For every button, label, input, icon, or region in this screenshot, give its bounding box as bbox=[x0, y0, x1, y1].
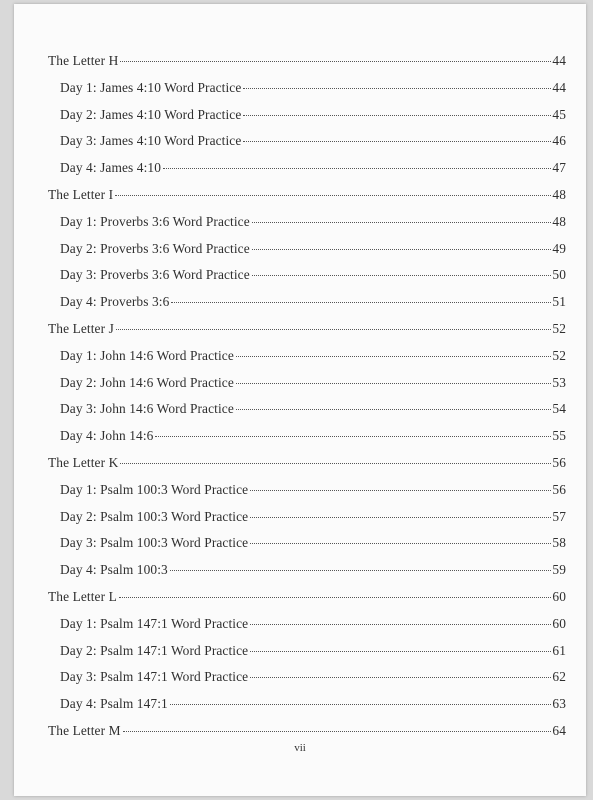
toc-section-entry bbox=[48, 321, 566, 348]
toc-page-number: 44 bbox=[552, 79, 566, 95]
toc-entry-label: The Letter H bbox=[48, 53, 119, 68]
toc-page-number: 57 bbox=[552, 508, 566, 524]
toc-entry-label: Day 4: Psalm 100:3 bbox=[60, 562, 168, 578]
dot-leader bbox=[120, 61, 551, 62]
toc-entry-label: Day 3: Proverbs 3:6 Word Practice bbox=[60, 267, 250, 283]
dot-leader bbox=[236, 383, 552, 384]
dot-leader bbox=[243, 88, 551, 89]
toc-entry-label: The Letter M bbox=[48, 722, 121, 738]
toc-subentry bbox=[48, 80, 566, 107]
toc-section-entry bbox=[48, 589, 566, 616]
toc-section-entry bbox=[48, 53, 566, 80]
toc-page-number: 50 bbox=[552, 267, 566, 283]
toc-page-number: 52 bbox=[552, 347, 566, 363]
dot-leader bbox=[236, 356, 552, 357]
toc-entry-label: Day 2: John 14:6 Word Practice bbox=[60, 374, 234, 390]
table-of-contents bbox=[48, 53, 566, 750]
toc-entry-label: Day 2: James 4:10 Word Practice bbox=[60, 106, 242, 122]
toc-entry-label: Day 2: Psalm 147:1 Word Practice bbox=[60, 642, 249, 658]
toc-entry-label: The Letter J bbox=[48, 320, 114, 336]
toc-page-number: 63 bbox=[552, 696, 566, 712]
toc-subentry bbox=[48, 375, 566, 402]
toc-entry-label: Day 2: Proverbs 3:6 Word Practice bbox=[60, 240, 250, 256]
toc-page-number: 56 bbox=[552, 454, 566, 470]
toc-subentry bbox=[48, 669, 566, 696]
toc-subentry bbox=[48, 616, 566, 643]
toc-page-number: 64 bbox=[552, 722, 566, 738]
toc-subentry bbox=[48, 267, 566, 294]
toc-page-number: 54 bbox=[552, 401, 566, 417]
dot-leader bbox=[116, 329, 552, 330]
dot-leader bbox=[163, 168, 551, 169]
toc-entry-label: Day 3: John 14:6 Word Practice bbox=[60, 401, 234, 417]
dot-leader bbox=[119, 597, 552, 598]
page-folio: vii bbox=[294, 742, 306, 754]
toc-page-number: 48 bbox=[552, 186, 566, 202]
toc-page-number: 52 bbox=[552, 320, 566, 336]
toc-page-number: 60 bbox=[552, 615, 566, 631]
dot-leader bbox=[250, 490, 551, 491]
toc-page-number: 61 bbox=[552, 642, 566, 658]
toc-entry-label: Day 2: Psalm 100:3 Word Practice bbox=[60, 508, 249, 524]
toc-page-number: 56 bbox=[552, 481, 566, 497]
toc-subentry bbox=[48, 562, 566, 589]
toc-entry-label: Day 1: Psalm 147:1 Word Practice bbox=[60, 615, 249, 631]
toc-subentry bbox=[48, 643, 566, 670]
toc-entry-label: Day 4: John 14:6 bbox=[60, 428, 154, 444]
dot-leader bbox=[252, 249, 552, 250]
dot-leader bbox=[170, 704, 552, 705]
toc-subentry bbox=[48, 535, 566, 562]
toc-entry-label: The Letter L bbox=[48, 588, 117, 604]
toc-entry-label: Day 4: Psalm 147:1 bbox=[60, 696, 168, 712]
toc-page-number: 59 bbox=[552, 562, 566, 578]
toc-page-number: 53 bbox=[552, 374, 566, 390]
document-page bbox=[14, 4, 586, 796]
toc-entry-label: Day 3: James 4:10 Word Practice bbox=[60, 133, 242, 149]
toc-subentry bbox=[48, 401, 566, 428]
toc-subentry bbox=[48, 348, 566, 375]
toc-entry-label: The Letter K bbox=[48, 454, 119, 470]
dot-leader bbox=[250, 624, 551, 625]
toc-entry-label: Day 3: Psalm 100:3 Word Practice bbox=[60, 535, 249, 551]
toc-subentry bbox=[48, 428, 566, 455]
toc-page-number: 49 bbox=[552, 240, 566, 256]
dot-leader bbox=[123, 731, 552, 732]
toc-subentry bbox=[48, 107, 566, 134]
toc-page-number: 44 bbox=[552, 53, 566, 68]
dot-leader bbox=[120, 463, 551, 464]
toc-page-number: 51 bbox=[552, 294, 566, 310]
toc-subentry bbox=[48, 160, 566, 187]
dot-leader bbox=[115, 195, 551, 196]
toc-page-number: 60 bbox=[552, 588, 566, 604]
dot-leader bbox=[250, 651, 551, 652]
dot-leader bbox=[250, 517, 551, 518]
toc-section-entry bbox=[48, 455, 566, 482]
dot-leader bbox=[250, 677, 551, 678]
toc-entry-label: Day 4: James 4:10 bbox=[60, 160, 161, 176]
toc-entry-label: Day 1: James 4:10 Word Practice bbox=[60, 79, 242, 95]
toc-page-number: 45 bbox=[552, 106, 566, 122]
toc-subentry bbox=[48, 133, 566, 160]
toc-page-number: 55 bbox=[552, 428, 566, 444]
dot-leader bbox=[243, 115, 551, 116]
toc-subentry bbox=[48, 482, 566, 509]
dot-leader bbox=[236, 409, 552, 410]
toc-entry-label: Day 1: Proverbs 3:6 Word Practice bbox=[60, 213, 250, 229]
dot-leader bbox=[252, 275, 552, 276]
toc-page-number: 47 bbox=[552, 160, 566, 176]
toc-page-number: 58 bbox=[552, 535, 566, 551]
dot-leader bbox=[250, 543, 551, 544]
toc-page-number: 62 bbox=[552, 669, 566, 685]
dot-leader bbox=[170, 570, 552, 571]
toc-entry-label: The Letter I bbox=[48, 186, 114, 202]
toc-entry-label: Day 3: Psalm 147:1 Word Practice bbox=[60, 669, 249, 685]
toc-subentry bbox=[48, 696, 566, 723]
dot-leader bbox=[243, 141, 551, 142]
toc-page-number: 48 bbox=[552, 213, 566, 229]
toc-entry-label: Day 1: Psalm 100:3 Word Practice bbox=[60, 481, 249, 497]
toc-subentry bbox=[48, 294, 566, 321]
toc-entry-label: Day 1: John 14:6 Word Practice bbox=[60, 347, 234, 363]
dot-leader bbox=[171, 302, 551, 303]
toc-section-entry bbox=[48, 187, 566, 214]
toc-subentry bbox=[48, 241, 566, 268]
toc-page-number: 46 bbox=[552, 133, 566, 149]
dot-leader bbox=[155, 436, 551, 437]
toc-entry-label: Day 4: Proverbs 3:6 bbox=[60, 294, 170, 310]
toc-subentry bbox=[48, 509, 566, 536]
toc-subentry bbox=[48, 214, 566, 241]
dot-leader bbox=[252, 222, 552, 223]
